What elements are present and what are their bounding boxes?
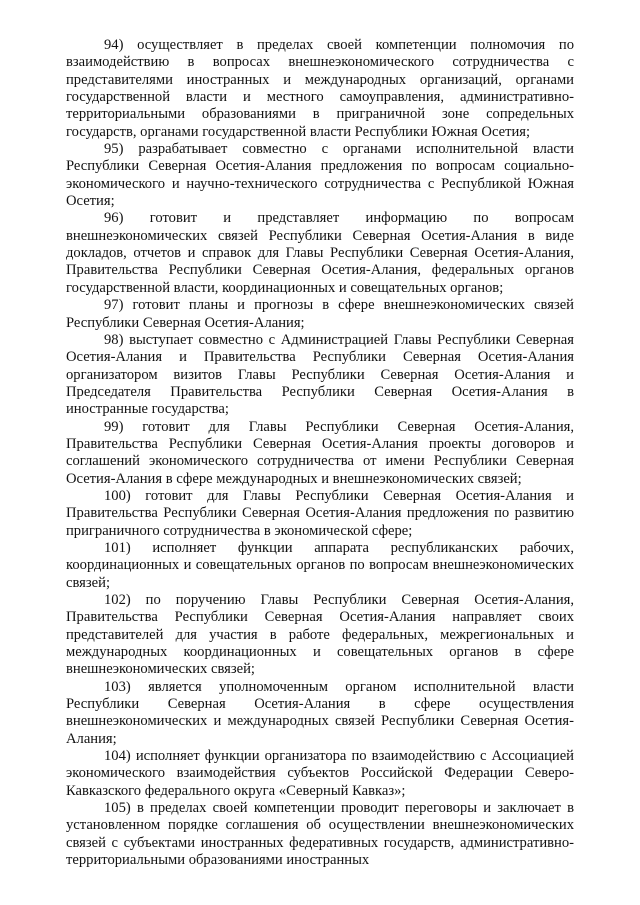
paragraph-102: 102) по поручению Главы Республики Северная Осетия-Алания, Правительства Республики Северная Осетия-Алания направляет своих представителей для участия в работе федеральных, межрегиональных и международных координационных и совещательных органов в сфере внешнеэкономических связей; (66, 592, 574, 678)
document-page (66, 37, 574, 870)
paragraph-95: 95) разрабатывает совместно с органами исполнительной власти Республики Северная Осетия-Алания предложения по вопросам социально-экономического и научно-технического сотрудничества с Республикой Южная Осетия; (66, 141, 574, 210)
paragraph-103: 103) является уполномоченным органом исполнительной власти Республики Северная Осетия-Алания в сфере осуществления внешнеэкономических и международных связей Республики Северная Осетия-Алания; (66, 678, 574, 747)
paragraph-94: 94) осуществляет в пределах своей компетенции полномочия по взаимодействию в вопросах внешнеэкономического сотрудничества с представителями иностранных и международных организаций, органами государственной власти и местного самоуправления, административно-территориальными образованиями в приграничной зоне сопредельных государств, органами государственной власти Республики Южная Осетия; (66, 37, 574, 140)
paragraph-96: 96) готовит и представляет информацию по вопросам внешнеэкономических связей Республики Северная Осетия-Алания в виде докладов, отчетов и справок для Главы Республики Северная Осетия-Алания, Правительства Республики Северная Осетия-Алания, федеральных органов государственной власти, координационных и совещательных органов; (66, 210, 574, 296)
paragraph-105: 105) в пределах своей компетенции проводит переговоры и заключает в установленном порядке соглашения об осуществлении внешнеэкономических связей с субъектами иностранных федеративных государств, административно-территориальными образованиями иностранных (66, 800, 574, 869)
paragraph-99: 99) готовит для Главы Республики Северная Осетия-Алания, Правительства Республики Северная Осетия-Алания проекты договоров и соглашений экономического сотрудничества от имени Республики Северная Осетия-Алания в сфере международных и внешнеэкономических связей; (66, 418, 574, 487)
paragraph-100: 100) готовит для Главы Республики Северная Осетия-Алания и Правительства Республики Северная Осетия-Алания предложения по развитию приграничного сотрудничества в экономической сфере; (66, 487, 574, 539)
paragraph-98: 98) выступает совместно с Администрацией Главы Республики Северная Осетия-Алания и Правительства Республики Северная Осетия-Алания организатором визитов Главы Республики Северная Осетия-Алания и Председателя Правительства Республики Северная Осетия-Алания в иностранные государства; (66, 331, 574, 418)
paragraph-97: 97) готовит планы и прогнозы в сфере внешнеэкономических связей Республики Северная Осетия-Алания; (66, 297, 574, 331)
paragraph-101: 101) исполняет функции аппарата республиканских рабочих, координационных и совещательных органов по вопросам внешнеэкономических связей; (66, 539, 574, 591)
paragraph-104: 104) исполняет функции организатора по взаимодействию с Ассоциацией экономического взаимодействия субъектов Российской Федерации Северо-Кавказского федерального округа «Северный Кавказ»; (66, 748, 574, 799)
